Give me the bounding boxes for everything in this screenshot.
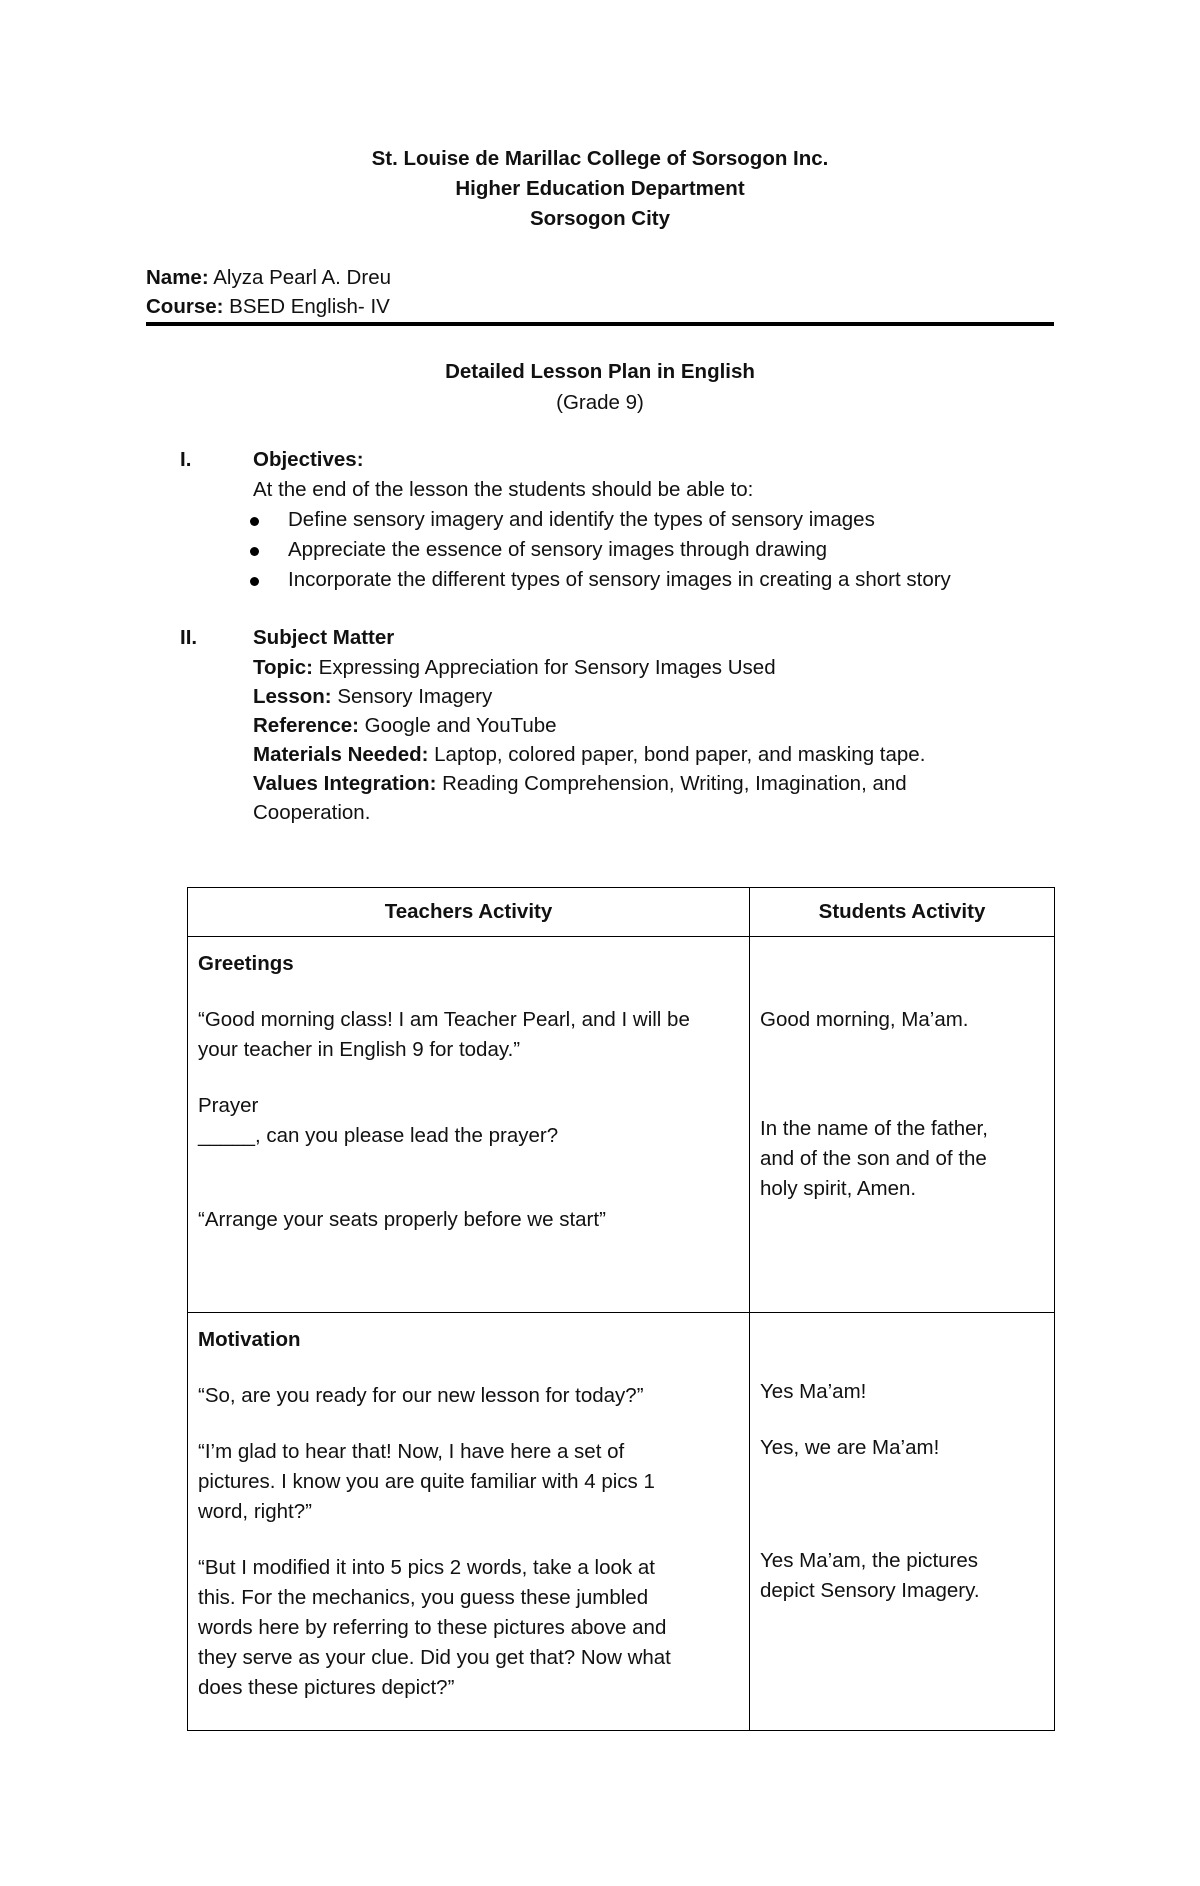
objective-item [288, 508, 875, 532]
objectives-numeral: I. [180, 448, 192, 471]
teacher-activity-header: Teachers Activity [188, 888, 750, 937]
lesson-value: Sensory Imagery [337, 685, 493, 708]
topic-line [253, 656, 776, 680]
teacher-line: “Good morning class! I am Teacher Pearl, and I will be [198, 1008, 690, 1031]
course-label: Course: [146, 295, 224, 318]
topic-label: Topic: [253, 656, 313, 679]
header-divider [146, 322, 1054, 326]
teacher-line: this. For the mechanics, you guess these jumbled [198, 1586, 649, 1609]
table-header-row [188, 888, 1055, 937]
student-activity-header: Students Activity [750, 888, 1055, 937]
lesson-line [253, 685, 492, 709]
student-line: Yes Ma’am! [760, 1380, 867, 1403]
teacher-line: “So, are you ready for our new lesson for today?” [198, 1384, 644, 1407]
values-label: Values Integration: [253, 772, 437, 795]
student-line: holy spirit, Amen. [760, 1177, 917, 1200]
teacher-line: “I’m glad to hear that! Now, I have here a set of [198, 1440, 625, 1463]
teacher-line: _____, can you please lead the prayer? [198, 1124, 559, 1147]
teacher-line: word, right?” [198, 1500, 312, 1523]
teacher-line: words here by referring to these pictures above and [198, 1616, 667, 1639]
greetings-title: Greetings [198, 952, 294, 975]
objective-item [288, 568, 951, 592]
plan-grade: (Grade 9) [556, 391, 644, 414]
objective-text: Incorporate the different types of sensory images in creating a short story [288, 568, 951, 591]
student-course-line [146, 295, 390, 319]
topic-value: Expressing Appreciation for Sensory Images Used [318, 656, 776, 679]
subject-numeral: II. [180, 626, 198, 649]
motivation-title: Motivation [198, 1328, 301, 1351]
reference-label: Reference: [253, 714, 359, 737]
name-label: Name: [146, 266, 209, 289]
student-line: In the name of the father, [760, 1117, 988, 1140]
teacher-line: “But I modified it into 5 pics 2 words, take a look at [198, 1556, 655, 1579]
objective-text: Appreciate the essence of sensory images through drawing [288, 538, 828, 561]
plan-title: Detailed Lesson Plan in English [445, 360, 755, 383]
materials-line [253, 743, 925, 767]
student-line: Good morning, Ma’am. [760, 1008, 969, 1031]
student-cell-greetings [750, 937, 1055, 1313]
values-line-continued: Cooperation. [253, 801, 371, 824]
values-value: Reading Comprehension, Writing, Imagination, and [442, 772, 907, 795]
reference-value: Google and YouTube [364, 714, 557, 737]
teacher-cell-greetings [188, 937, 750, 1313]
objective-text: Define sensory imagery and identify the types of sensory images [288, 508, 875, 531]
values-line [253, 772, 907, 796]
activity-table [187, 887, 1055, 1731]
school-name: St. Louise de Marillac College of Sorsogon Inc. [371, 147, 829, 170]
table-row [188, 937, 1055, 1313]
name-value: Alyza Pearl A. Dreu [213, 266, 391, 289]
teacher-line: your teacher in English 9 for today.” [198, 1038, 521, 1061]
teacher-cell-motivation [188, 1313, 750, 1731]
student-cell-motivation [750, 1313, 1055, 1731]
teacher-line: Prayer [198, 1094, 259, 1117]
objective-item [288, 538, 827, 562]
student-line: Yes Ma’am, the pictures [760, 1549, 979, 1572]
teacher-line: “Arrange your seats properly before we start” [198, 1208, 606, 1231]
bullet-icon [250, 517, 259, 526]
materials-label: Materials Needed: [253, 743, 429, 766]
student-name-line [146, 266, 391, 290]
objectives-heading: Objectives: [253, 448, 364, 471]
table-row [188, 1313, 1055, 1731]
teacher-line: they serve as your clue. Did you get that? Now what [198, 1646, 671, 1669]
lesson-label: Lesson: [253, 685, 332, 708]
teacher-line: does these pictures depict?” [198, 1676, 455, 1699]
city-name: Sorsogon City [529, 207, 671, 230]
objectives-intro: At the end of the lesson the students should be able to: [253, 478, 754, 501]
subject-heading: Subject Matter [253, 626, 395, 649]
student-line: depict Sensory Imagery. [760, 1579, 980, 1602]
bullet-icon [250, 577, 259, 586]
student-line: and of the son and of the [760, 1147, 987, 1170]
student-line: Yes, we are Ma’am! [760, 1436, 940, 1459]
course-value: BSED English- IV [229, 295, 390, 318]
materials-value: Laptop, colored paper, bond paper, and masking tape. [434, 743, 926, 766]
teacher-line: pictures. I know you are quite familiar with 4 pics 1 [198, 1470, 655, 1493]
reference-line [253, 714, 557, 738]
department-name: Higher Education Department [455, 177, 745, 200]
bullet-icon [250, 547, 259, 556]
